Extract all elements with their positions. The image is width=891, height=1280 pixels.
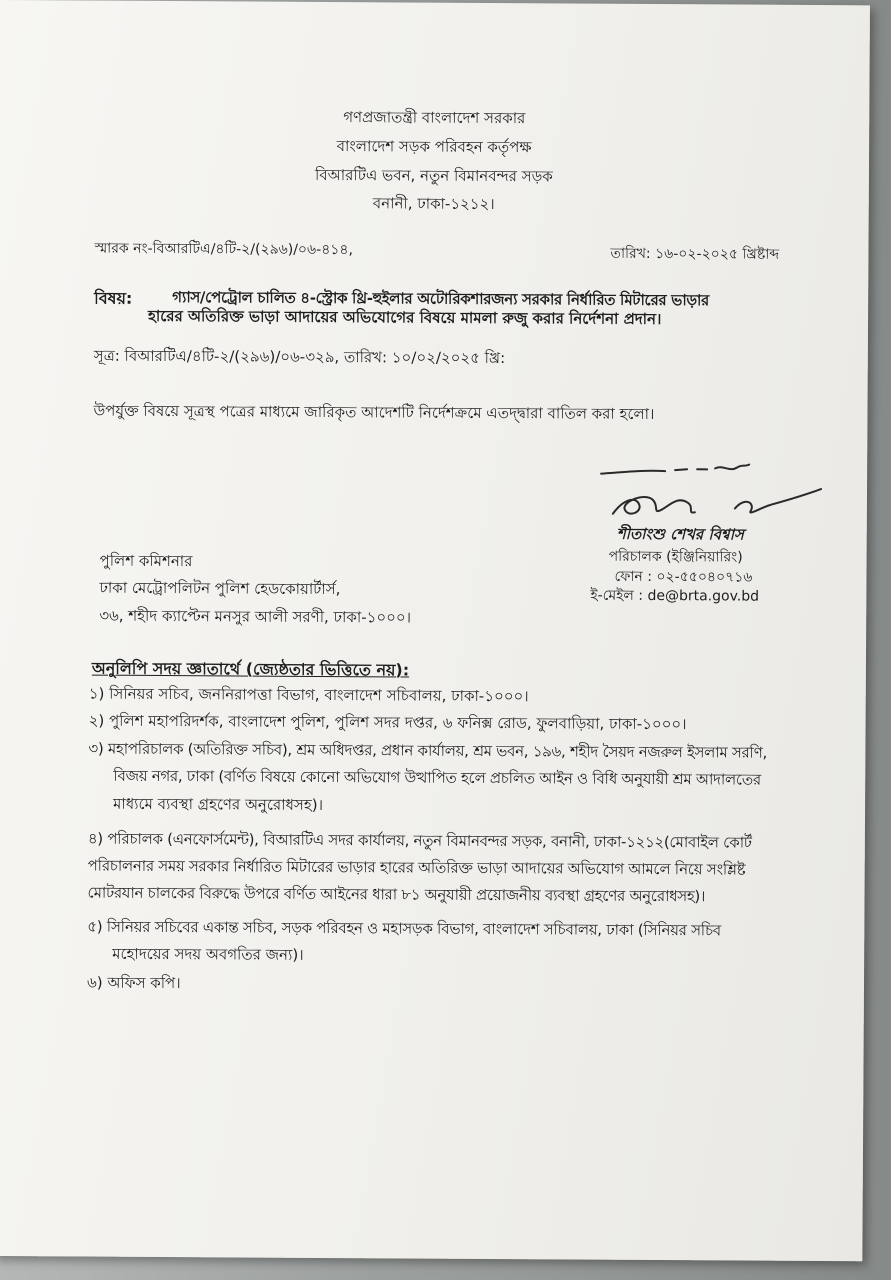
copy-item: ১) সিনিয়র সচিব, জননিরাপত্তা বিভাগ, বাংলাদেশ সচিবালয়, ঢাকা-১০০০। — [88, 684, 529, 706]
recipient-title: পুলিশ কমিশনার — [99, 551, 193, 571]
copy-item-continuation: বিজয় নগর, ঢাকা (বর্ণিত বিষয়ে কোনো অভিযোগ উত্থাপিত হলে প্রচলিত আইন ও বিধি অনুযায়ী শ্রম আদালতের — [113, 766, 761, 789]
signatory-phone: ফোন : ০২-৫৫০৪০৭১৬ — [614, 568, 753, 586]
copy-item-continuation: মহোদয়ের সদয় অবগতির জন্য)। — [112, 944, 304, 964]
body-paragraph: উপর্যুক্ত বিষয়ে সূত্রস্থ পত্রের মাধ্যমে জারিকৃত আদেশটি নির্দেশক্রমে এতদ্দ্বারা বাতিল করা হলো। — [93, 401, 655, 424]
copy-item: ২) পুলিশ মহাপরিদর্শক, বাংলাদেশ পুলিশ, পুলিশ সদর দপ্তর, ৬ ফনিক্স রোড, ফুলবাড়িয়া, ঢাকা-১০০০। — [88, 711, 687, 734]
header-authority: বাংলাদেশ সড়ক পরিবহন কর্তৃপক্ষ — [336, 137, 532, 157]
memo-reference: স্মারক নং-বিআরটিএ/৪টি-২/(২৯৬)/০৬-৪১৪, — [94, 240, 353, 259]
source-reference: সূত্র: বিআরটিএ/৪টি-২/(২৯৬)/০৬-৩২৯, তারিখ: ১০/০২/২০২৫ খ্রি: — [93, 346, 506, 368]
subject-line-2: হারের অতিরিক্ত ভাড়া আদায়ের অভিযোগের বিষয়ে মামলা রুজু করার নির্দেশনা প্রদান। — [148, 306, 662, 329]
copy-item: ৫) সিনিয়র সচিবের একান্ত সচিব, সড়ক পরিবহন ও মহাসড়ক বিভাগ, বাংলাদেশ সচিবালয়, ঢাকা (সিনিয়র সচিব — [87, 917, 721, 940]
recipient-address: ৩৬, শহীদ ক্যাপ্টেন মনসুর আলী সরণী, ঢাকা-১০০০। — [99, 606, 412, 627]
subject-line-1: গ্যাস/পেট্রোল চালিত ৪-স্ট্রোক থ্রি-হুইলার অটোরিকশারজন্য সরকার নির্ধারিত মিটারের ভাড়ার — [172, 288, 710, 310]
header-address: বনানী, ঢাকা-১২১২। — [372, 194, 495, 214]
header-government: গণপ্রজাতন্ত্রী বাংলাদেশ সরকার — [343, 108, 526, 128]
copy-item: ৪) পরিচালক (এনফোর্সমেন্ট), বিআরটিএ সদর কার্যালয়, নতুন বিমানবন্দর সড়ক, বনানী, ঢাকা-১২১২(মোবাইল কোর্ট — [87, 829, 752, 852]
signatory-name: শীতাংশু শেখর বিশ্বাস — [616, 524, 744, 544]
signatory-email: ই-মেইল : de@brta.gov.bd — [590, 587, 760, 605]
header-building: বিআরটিএ ভবন, নতুন বিমানবন্দর সড়ক — [314, 165, 553, 186]
copy-item: ৬) অফিস কপি। — [86, 973, 181, 993]
copy-item-continuation: মাধ্যমে ব্যবস্থা গ্রহণের অনুরোধসহ)। — [113, 794, 324, 814]
copy-item-continuation: পরিচালনার সময় সরকার নির্ধারিত মিটারের ভাড়ার হারের অতিরিক্ত ভাড়া আদায়ের অভিযোগ আমলে নিয়ে সংশ্লিষ্ট — [87, 856, 746, 879]
handwritten-signature — [595, 452, 845, 534]
subject-label: বিষয়: — [94, 288, 133, 308]
memo-date: তারিখ: ১৬-০২-২০২৫ খ্রিষ্টাব্দ — [610, 245, 780, 263]
copy-item-continuation: মোটরযান চালকের বিরুদ্ধে উপরে বর্ণিত আইনের ধারা ৮১ অনুযায়ী প্রয়োজনীয় ব্যবস্থা গ্রহণের অনুরোধসহ)। — [87, 883, 706, 906]
copy-heading: অনুলিপি সদয় জ্ঞাতার্থে (জ্যেষ্ঠতার ভিত্তিতে নয়): — [91, 658, 410, 680]
recipient-office: ঢাকা মেট্রোপলিটন পুলিশ হেডকোয়ার্টার্স, — [99, 578, 341, 599]
signatory-designation: পরিচালক (ইঞ্জিনিয়ারিং) — [608, 548, 743, 566]
copy-item: ৩) মহাপরিচালক (অতিরিক্ত সচিব), শ্রম অধিদপ্তর, প্রধান কার্যালয়, শ্রম ভবন, ১৯৬, শহীদ সৈয়দ নজরুল ইসলাম সরণি, — [88, 739, 768, 762]
